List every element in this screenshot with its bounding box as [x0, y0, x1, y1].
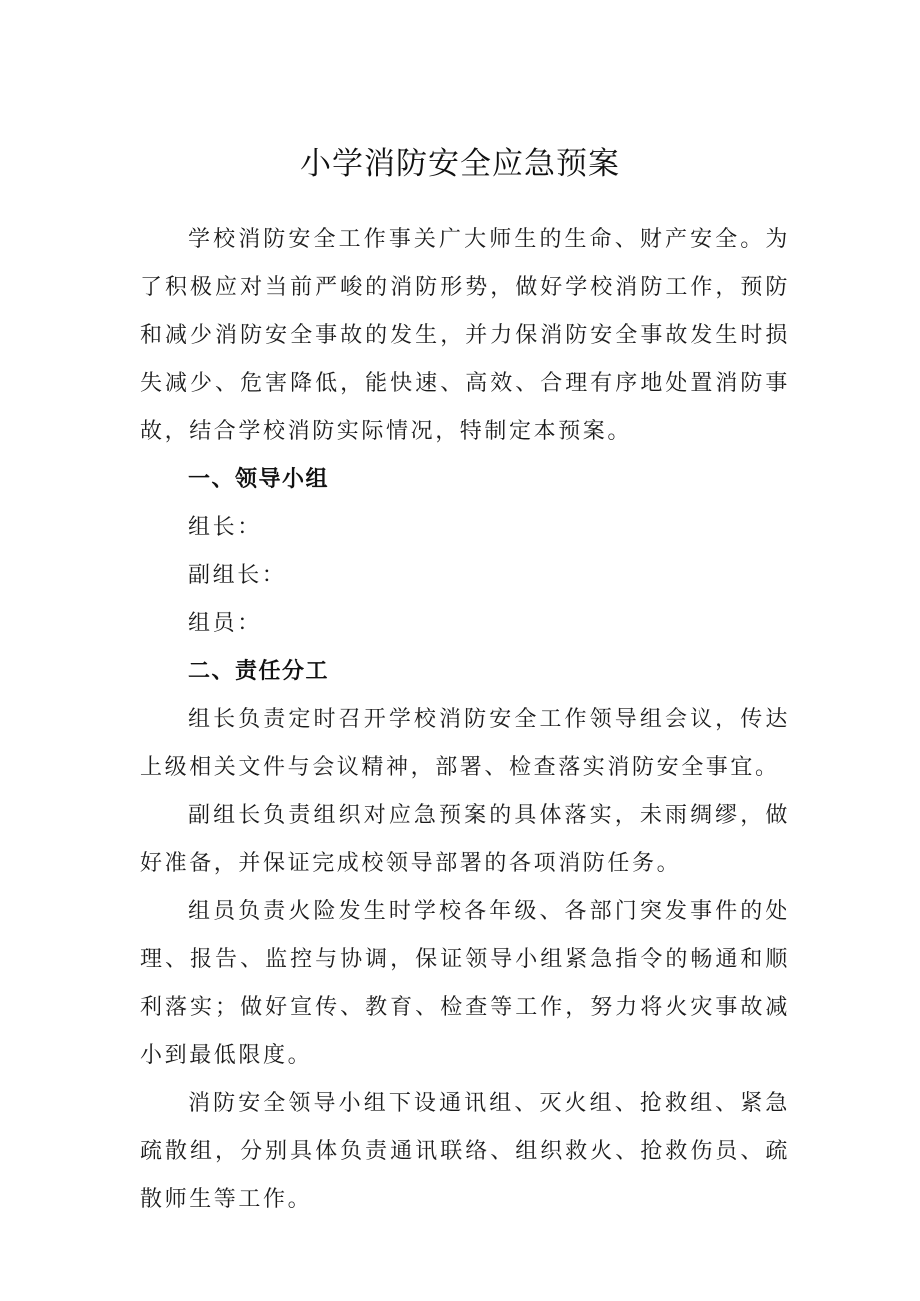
members-line: 组员：: [188, 611, 262, 636]
responsibility-paragraph-members: 组员负责火险发生时学校各年级、各部门突发事件的处理、报告、监控与协调，保证领导小组紧急指令的畅通和顺利落实；做好宣传、教育、检查等工作，努力将火灾事故减小到最低限度。: [140, 899, 790, 1068]
document-title: 小学消防安全应急预案: [300, 146, 620, 182]
deputy-leader-line: 副组长：: [188, 563, 287, 588]
leader-line: 组长：: [188, 515, 262, 540]
section-heading-leadership: 一、领导小组: [188, 467, 330, 492]
responsibility-paragraph-subgroups: 消防安全领导小组下设通讯组、灭火组、抢救组、紧急疏散组，分别具体负责通讯联络、组织救火、抢救伤员、疏散师生等工作。: [140, 1091, 790, 1212]
intro-paragraph: 学校消防安全工作事关广大师生的生命、财产安全。为了积极应对当前严峻的消防形势，做好学校消防工作，预防和减少消防安全事故的发生，并力保消防安全事故发生时损失减少、危害降低，能快速、高效、合理有序地处置消防事故，结合学校消防实际情况，特制定本预案。: [140, 227, 790, 444]
responsibility-paragraph-deputy: 副组长负责组织对应急预案的具体落实，未雨绸缪，做好准备，并保证完成校领导部署的各项消防任务。: [140, 803, 790, 876]
section-heading-responsibilities: 二、责任分工: [188, 659, 330, 684]
responsibility-paragraph-leader: 组长负责定时召开学校消防安全工作领导组会议，传达上级相关文件与会议精神，部署、检查落实消防安全事宜。: [140, 707, 790, 780]
document-body: [140, 216, 790, 1224]
